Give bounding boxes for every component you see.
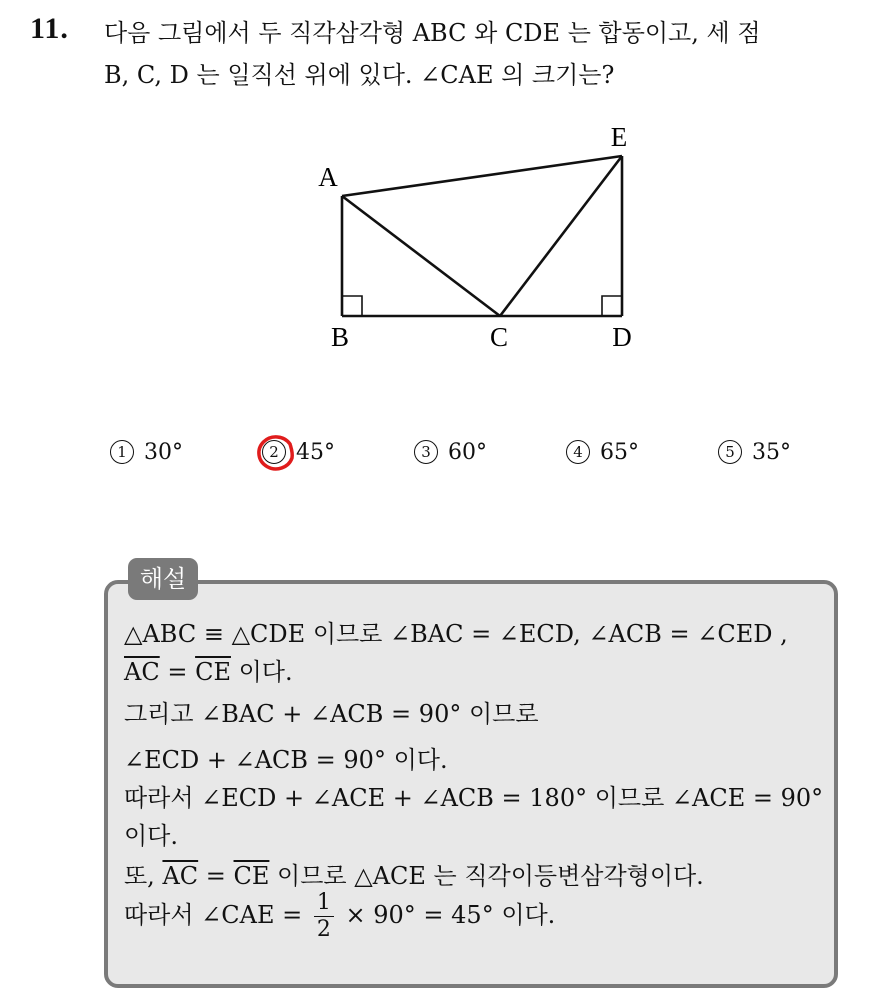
question-text <box>104 12 864 96</box>
choice-2[interactable] <box>262 440 335 465</box>
choice-value: 45° <box>296 440 335 465</box>
solution-line-6: 이다. <box>124 822 178 850</box>
choice-value: 35° <box>752 440 791 465</box>
choice-1[interactable] <box>110 440 183 465</box>
choice-number: 3 <box>414 440 438 464</box>
segment-ac-text: $\overline{AC}$ <box>124 658 160 686</box>
question-line-1: 다음 그림에서 두 직각삼각형 ABC 와 CDE 는 합동이고, 세 점 <box>104 19 761 47</box>
label-e: E <box>610 122 628 152</box>
solution-line-4: ∠ECD + ∠ACB = 90° 이다. <box>124 746 448 774</box>
choice-number: 5 <box>718 440 742 464</box>
segment-ae <box>342 156 622 196</box>
choice-value: 30° <box>144 440 183 465</box>
solution-line-7: 또, $\overline{AC} = \overline{CE}$ 이므로 △ACE 는 직각이등변삼각형이다. <box>124 862 704 890</box>
fraction-one-half: $\frac{1}{2}$ <box>314 890 334 943</box>
solution-line-8: 따라서 ∠CAE = $\frac{1}{2}$ × 90° = 45° 이다. <box>124 890 556 942</box>
segment-ce <box>500 156 622 316</box>
segment-ce-text: $\overline{CE}$ <box>233 862 270 890</box>
solution-line-1: △ABC ≡ △CDE 이므로 ∠BAC = ∠ECD, ∠ACB = ∠CED , <box>124 620 788 648</box>
right-angle-mark-b <box>342 296 362 316</box>
solution-line-2: $\overline{AC} = \overline{CE}$ 이다. <box>124 658 293 686</box>
segment-ce-text: $\overline{CE}$ <box>195 658 231 686</box>
question-line-2: B, C, D 는 일직선 위에 있다. ∠CAE 의 크기는? <box>104 61 615 89</box>
right-angle-mark-d <box>602 296 622 316</box>
choice-4[interactable] <box>566 440 639 465</box>
choice-value: 60° <box>448 440 487 465</box>
triangle-figure <box>300 118 660 368</box>
label-a: A <box>318 162 338 192</box>
choice-5[interactable] <box>718 440 791 465</box>
label-b: B <box>330 322 350 352</box>
label-d: D <box>612 322 632 352</box>
choice-number: 2 <box>262 440 286 464</box>
segment-ac <box>342 196 500 316</box>
choice-number: 1 <box>110 440 134 464</box>
selected-answer-circle-icon <box>250 428 300 478</box>
solution-line-5: 따라서 ∠ECD + ∠ACE + ∠ACB = 180° 이므로 ∠ACE = 90° <box>124 784 824 812</box>
segment-ac-text: $\overline{AC}$ <box>162 862 199 890</box>
choice-value: 65° <box>600 440 639 465</box>
question-number: 11. <box>30 12 69 45</box>
choice-number: 4 <box>566 440 590 464</box>
answer-choices <box>0 440 884 480</box>
solution-line-3: 그리고 ∠BAC + ∠ACB = 90° 이므로 <box>124 700 539 728</box>
choice-3[interactable] <box>414 440 487 465</box>
label-c: C <box>489 322 509 352</box>
solution-tag: 해설 <box>128 558 198 600</box>
